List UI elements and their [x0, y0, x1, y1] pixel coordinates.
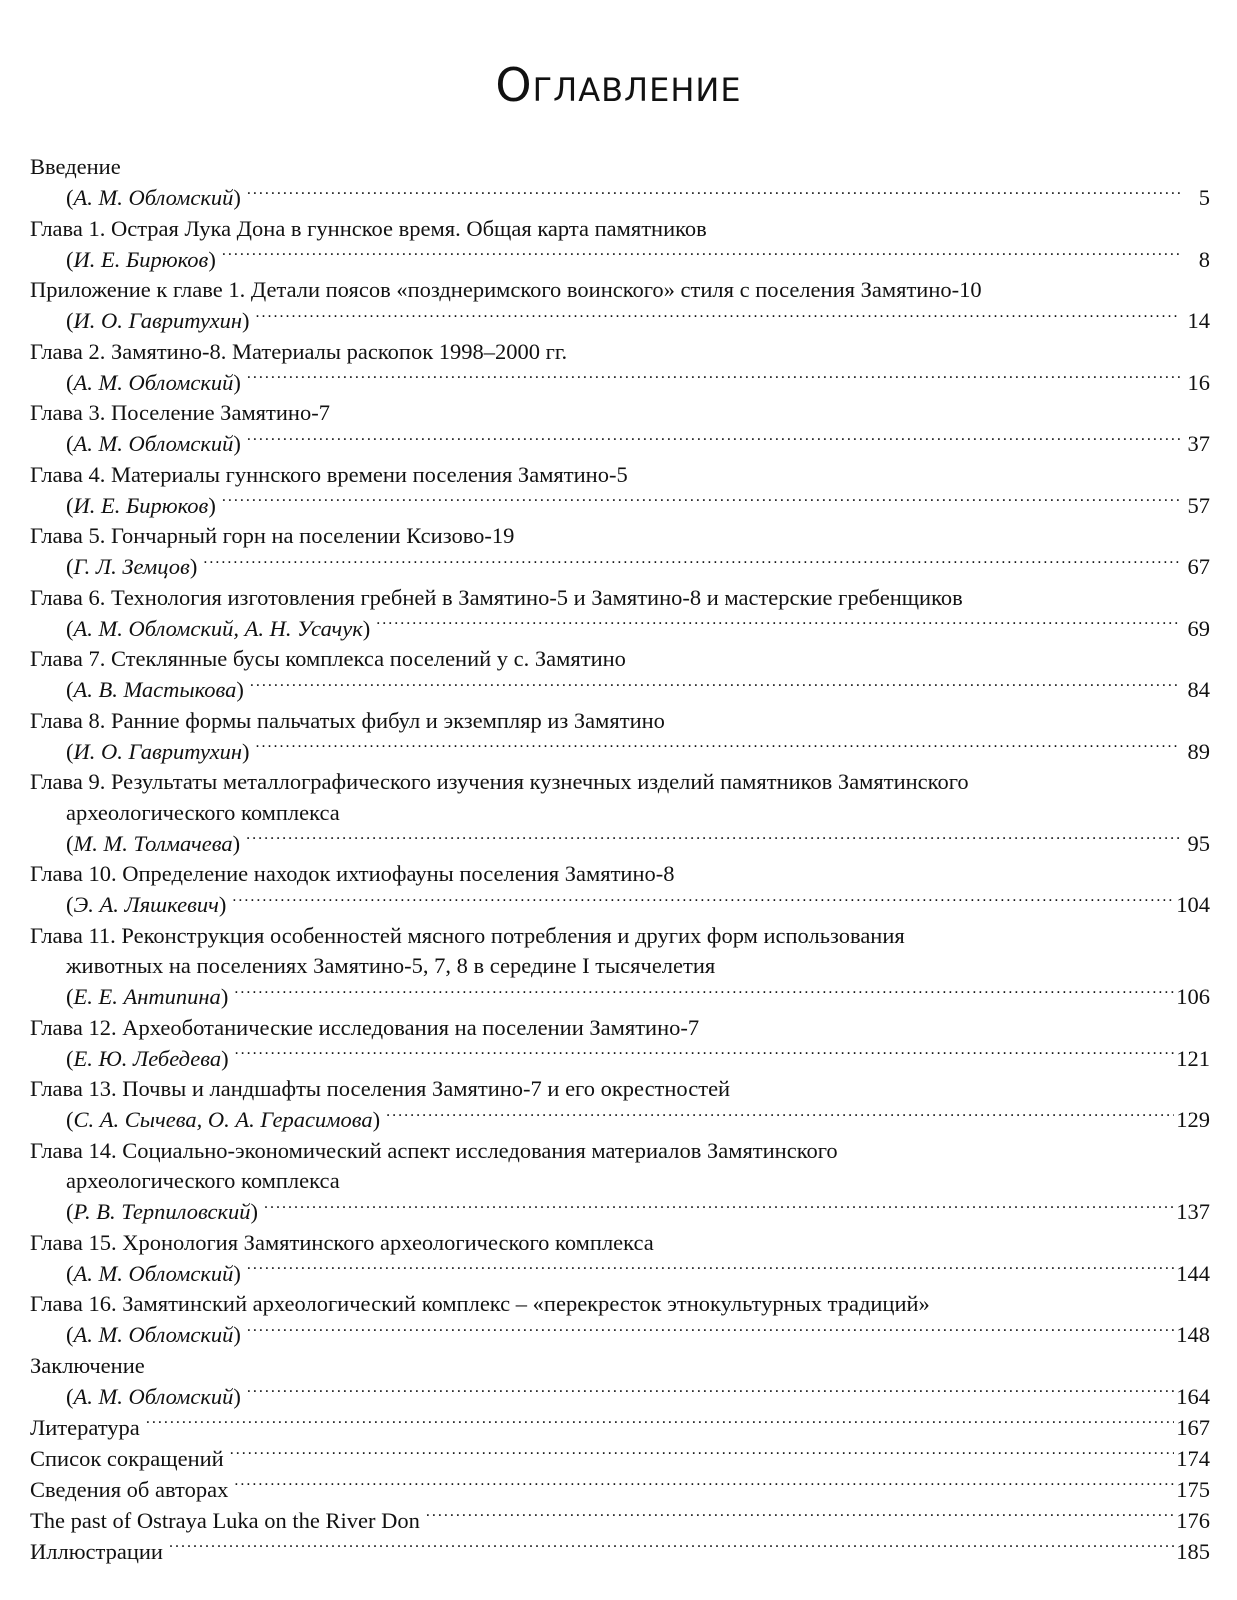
toc-entry-page: 164: [1176, 1383, 1210, 1409]
toc-simple-entry-page: 174: [1176, 1445, 1210, 1471]
dot-leader: [222, 244, 1180, 267]
toc-entry-page: 137: [1176, 1199, 1210, 1224]
toc-entry-authors: Е. Ю. Лебедева: [73, 1045, 222, 1071]
dot-leader: [247, 367, 1180, 390]
toc-entry-heading: Глава 11. Реконструкция особенностей мясного потребления и других форм использования: [30, 922, 905, 948]
toc-entry-heading: Глава 5. Гончарный горн на поселении Ксизово-19: [30, 523, 515, 548]
toc-entry-heading: Глава 14. Социально-экономический аспект исследования материалов Замятинского: [30, 1137, 838, 1163]
toc-entry-page: 95: [1187, 830, 1210, 856]
open-paren: (: [66, 677, 74, 702]
toc-entry-author-line: [30, 1258, 1210, 1289]
toc-entry-authors: А. М. Обломский: [73, 369, 234, 395]
dot-leader: [203, 552, 1180, 575]
toc-simple-entry-label: Список сокращений: [30, 1445, 224, 1471]
close-paren: ): [233, 1383, 241, 1409]
close-paren: ): [208, 246, 216, 272]
close-paren: ): [362, 615, 371, 641]
toc-simple-entry-page: 175: [1176, 1476, 1210, 1502]
toc-entry: [30, 398, 1210, 460]
toc-entry: [30, 1074, 1210, 1136]
open-paren: (: [66, 1107, 74, 1132]
toc-entry-heading: Глава 3. Поселение Замятино-7: [30, 400, 330, 425]
toc-entry-page: 144: [1176, 1260, 1210, 1286]
toc-simple-entry-label: The past of Ostraya Luka on the River Don: [30, 1507, 420, 1533]
toc-entry-page: 84: [1187, 677, 1210, 702]
toc-entry: [30, 921, 1210, 1013]
toc-entry: [30, 337, 1210, 399]
toc-simple-entry-label: Сведения об авторах: [30, 1476, 229, 1502]
dot-leader: [247, 1258, 1174, 1281]
dot-leader: [232, 890, 1174, 913]
toc-simple-entry: [30, 1536, 1210, 1567]
toc-entry-authors: Э. А. Ляшкевич: [73, 892, 219, 917]
toc-simple-entry-page: 185: [1176, 1538, 1210, 1564]
toc-entry-heading: Введение: [30, 154, 121, 179]
toc-entry-heading: Глава 13. Почвы и ландшафты поселения Замятино-7 и его окрестностей: [30, 1076, 731, 1101]
toc-entry: [30, 706, 1210, 768]
close-paren: ): [233, 431, 241, 456]
toc-entry-author-line: [30, 1043, 1210, 1074]
close-paren: ): [242, 738, 250, 764]
open-paren: (: [66, 830, 74, 856]
close-paren: ): [189, 554, 198, 579]
toc-entry-heading-continuation: археологического комплекса: [66, 799, 340, 825]
toc-entry-authors: М. М. Толмачева: [73, 830, 233, 856]
toc-entry: [30, 859, 1210, 921]
toc-entry-heading: Глава 9. Результаты металлографического изучения кузнечных изделий памятников Замятинского: [30, 769, 969, 794]
toc-entry-heading-continuation: животных на поселениях Замятино-5, 7, 8 в середине I тысячелетия: [66, 953, 716, 978]
toc-simple-entry: [30, 1412, 1210, 1443]
toc-entry-authors: А. М. Обломский: [73, 1383, 234, 1409]
toc-entry-page: 106: [1176, 984, 1210, 1009]
toc-entry-page: 104: [1176, 892, 1210, 917]
dot-leader: [426, 1505, 1174, 1528]
toc-entry-author-line: [30, 183, 1210, 214]
toc-entry-authors: Г. Л. Земцов: [73, 554, 190, 579]
toc-entry-heading: Глава 10. Определение находок ихтиофауны поселения Замятино-8: [30, 861, 675, 886]
toc-entry-page: 57: [1187, 492, 1210, 518]
toc-entry-authors: А. М. Обломский, А. Н. Усачук: [73, 615, 363, 641]
toc-entry-author-line: [30, 1197, 1210, 1228]
close-paren: ): [233, 185, 241, 210]
toc-entry: [30, 460, 1210, 522]
open-paren: (: [66, 1322, 74, 1347]
close-paren: ): [242, 308, 250, 333]
toc-entry: [30, 1228, 1210, 1290]
close-paren: ): [232, 830, 241, 856]
open-paren: (: [66, 554, 74, 579]
dot-leader: [222, 490, 1180, 513]
toc-entry-page: 121: [1176, 1045, 1210, 1071]
dot-leader: [376, 613, 1180, 636]
toc-entry-heading: Приложение к главе 1. Детали поясов «позднеримского воинского» стиля с поселения Замятино-10: [30, 277, 982, 302]
toc-entry-author-line: [30, 1320, 1210, 1351]
toc-simple-entry-page: 176: [1176, 1507, 1210, 1533]
open-paren: (: [66, 369, 74, 395]
toc-entry-authors: Р. В. Терпиловский: [73, 1199, 251, 1224]
dot-leader: [256, 736, 1180, 759]
toc-entry-authors: И. Е. Бирюков: [73, 492, 209, 518]
toc-entry: [30, 214, 1210, 276]
open-paren: (: [66, 185, 74, 210]
toc-entry-author-line: [30, 1381, 1210, 1412]
open-paren: (: [66, 892, 74, 917]
close-paren: ): [208, 492, 216, 518]
toc-entry-authors: И. О. Гавритухин: [73, 738, 243, 764]
toc-entry-author-line: [30, 828, 1210, 859]
toc-entry-page: 69: [1187, 615, 1210, 641]
toc-entry-page: 148: [1176, 1322, 1210, 1347]
toc-entry-authors: А. В. Мастыкова: [73, 677, 237, 702]
open-paren: (: [66, 1045, 74, 1071]
toc-entry-author-line: [30, 1105, 1210, 1136]
close-paren: ): [250, 1199, 258, 1224]
toc-simple-entry-page: 167: [1176, 1414, 1210, 1440]
toc-entry-heading: Глава 8. Ранние формы пальчатых фибул и экземпляр из Замятино: [30, 707, 665, 733]
toc-entry-authors: Е. Е. Антипина: [73, 984, 221, 1009]
toc-entry: [30, 644, 1210, 706]
open-paren: (: [66, 308, 74, 333]
toc-entry-authors: И. О. Гавритухин: [73, 308, 243, 333]
dot-leader: [234, 1474, 1174, 1497]
toc-entry-heading: Глава 12. Археоботанические исследования на поселении Замятино-7: [30, 1014, 700, 1040]
open-paren: (: [66, 431, 74, 456]
close-paren: ): [372, 1107, 381, 1132]
dot-leader: [256, 306, 1180, 329]
dot-leader: [247, 1381, 1174, 1404]
toc-entry-author-line: [30, 367, 1210, 398]
toc-entry: [30, 583, 1210, 645]
toc-entry-heading: Заключение: [30, 1352, 145, 1378]
dot-leader: [264, 1197, 1174, 1220]
toc-entry-authors: А. М. Обломский: [73, 431, 234, 456]
open-paren: (: [66, 738, 74, 764]
toc-entry: [30, 152, 1210, 214]
toc-entry-heading: Глава 15. Хронология Замятинского археологического комплекса: [30, 1229, 654, 1255]
toc-entry-page: 16: [1187, 369, 1210, 395]
toc-entry-author-line: [30, 613, 1210, 644]
close-paren: ): [221, 1045, 229, 1071]
toc-simple-entry: [30, 1505, 1210, 1536]
toc-entry: [30, 1351, 1210, 1413]
toc-entry: [30, 1136, 1210, 1228]
toc-entry-page: 37: [1187, 431, 1210, 456]
toc-entry-author-line: [30, 490, 1210, 521]
toc-entry-page: 5: [1198, 185, 1210, 210]
toc-entry-author-line: [30, 736, 1210, 767]
toc-entry-authors: А. М. Обломский: [73, 1260, 234, 1286]
dot-leader: [235, 1043, 1175, 1066]
toc-entry-author-line: [30, 306, 1210, 337]
dot-leader: [169, 1536, 1174, 1559]
toc-entry-heading: Глава 2. Замятино-8. Материалы раскопок 1998–2000 гг.: [30, 338, 568, 364]
toc-entry-heading: Глава 6. Технология изготовления гребней в Замятино-5 и Замятино-8 и мастерские гребенщиков: [30, 584, 963, 610]
close-paren: ): [233, 1260, 241, 1286]
dot-leader: [250, 675, 1180, 698]
open-paren: (: [66, 492, 74, 518]
open-paren: (: [66, 246, 74, 272]
toc-entry-author-line: [30, 429, 1210, 460]
toc-entry-heading-continuation: археологического комплекса: [66, 1168, 340, 1193]
toc-entry-heading: Глава 7. Стеклянные бусы комплекса поселений у с. Замятино: [30, 646, 626, 671]
toc-simple-entry: [30, 1443, 1210, 1474]
dot-leader: [234, 982, 1174, 1005]
dot-leader: [230, 1443, 1175, 1466]
toc-entry-author-line: [30, 552, 1210, 583]
close-paren: ): [236, 677, 244, 702]
toc-entry-page: 129: [1176, 1107, 1210, 1132]
toc-entry-authors: С. А. Сычева, О. А. Герасимова: [73, 1107, 373, 1132]
toc-entry: [30, 1289, 1210, 1351]
toc-entry: [30, 767, 1210, 859]
page-title: Оглавление: [495, 58, 742, 112]
dot-leader: [247, 183, 1180, 206]
toc-entry-authors: А. М. Обломский: [73, 1322, 234, 1347]
toc-entry-heading: Глава 1. Острая Лука Дона в гуннское время. Общая карта памятников: [30, 215, 707, 241]
toc-entry-authors: А. М. Обломский: [73, 185, 234, 210]
dot-leader: [386, 1105, 1174, 1128]
toc-entry-author-line: [30, 675, 1210, 706]
open-paren: (: [66, 1260, 74, 1286]
close-paren: ): [233, 1322, 241, 1347]
toc-entry-author-line: [30, 244, 1210, 275]
toc-simple-entry-label: Литература: [30, 1414, 140, 1440]
open-paren: (: [66, 984, 74, 1009]
open-paren: (: [66, 615, 74, 641]
toc-entry-page: 89: [1187, 738, 1210, 764]
toc-entry-page: 14: [1187, 308, 1210, 333]
toc-entry: [30, 1013, 1210, 1075]
close-paren: ): [218, 892, 227, 917]
dot-leader: [146, 1412, 1174, 1435]
toc-simple-entry: [30, 1474, 1210, 1505]
dot-leader: [246, 828, 1180, 851]
toc-entry: [30, 275, 1210, 337]
dot-leader: [247, 1320, 1174, 1343]
toc-entry-heading: Глава 4. Материалы гуннского времени поселения Замятино-5: [30, 461, 628, 487]
toc-entry-author-line: [30, 982, 1210, 1013]
open-paren: (: [66, 1383, 74, 1409]
close-paren: ): [220, 984, 229, 1009]
close-paren: ): [233, 369, 241, 395]
toc-simple-entry-label: Иллюстрации: [30, 1538, 163, 1564]
toc-entry: [30, 521, 1210, 583]
table-of-contents: [30, 152, 1210, 1567]
toc-entry-page: 67: [1187, 554, 1210, 579]
dot-leader: [247, 429, 1180, 452]
toc-entry-author-line: [30, 890, 1210, 921]
toc-entry-authors: И. Е. Бирюков: [73, 246, 209, 272]
open-paren: (: [66, 1199, 74, 1224]
toc-entry-page: 8: [1198, 246, 1210, 272]
toc-entry-heading: Глава 16. Замятинский археологический комплекс – «перекресток этнокультурных традиций»: [30, 1291, 930, 1316]
